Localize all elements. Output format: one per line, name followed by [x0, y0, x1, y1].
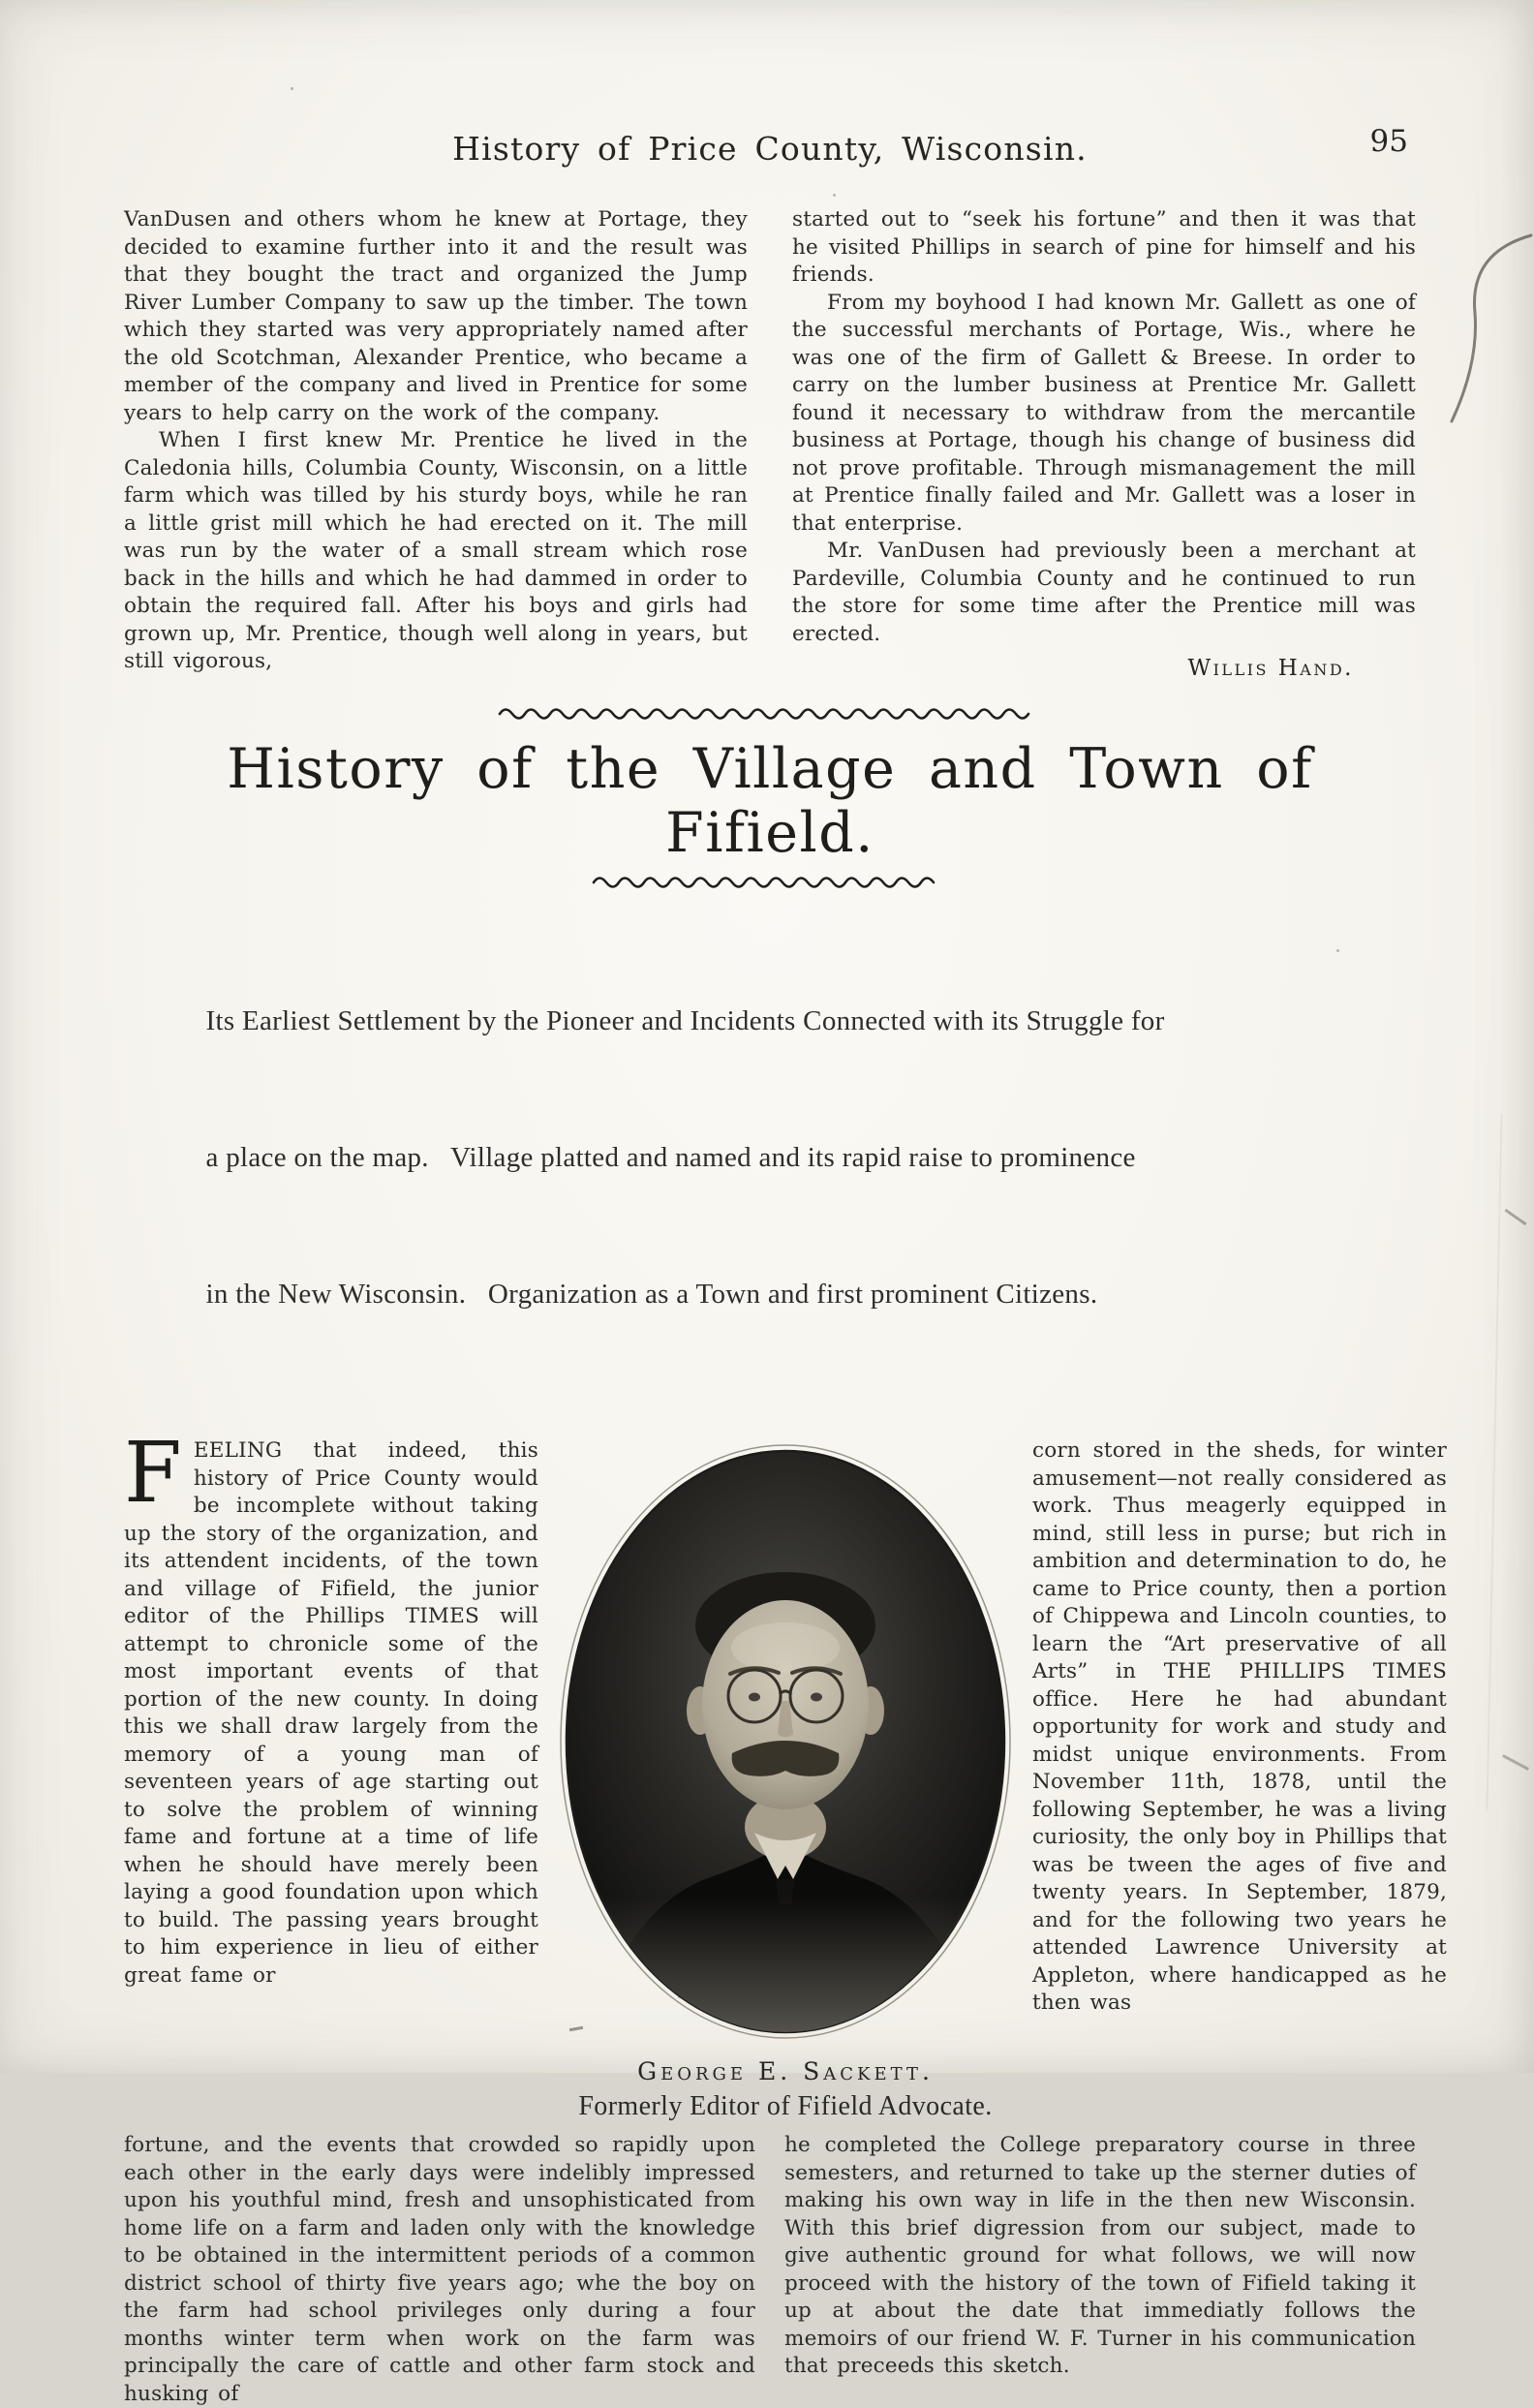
- portrait-caption-role: Formerly Editor of Fifield Advocate.: [578, 2091, 993, 2121]
- main-article-left-column: [124, 1425, 538, 2122]
- paragraph-text: EELING that indeed, this history of Price County would be incomplete without taking up the story of the organization, and its attendent incidents, of the town and village of Fifield, the junior editor of the Phillips TIMES will attempt to chronicle some of the most important events of that portion of the new county. In doing this we shall draw largely from the memory of a young man of seventeen years of age starting out to solve the problem of winning fame and fortune at a time of life when he should have merely been laying a good foundation upon which to build. The passing years brought to him experience in lieu of either great fame or: [124, 1438, 538, 1988]
- paragraph: started out to “seek his fortune” and then it was that he visited Phillips in search of pine for himself and his friends.: [792, 207, 1416, 287]
- portrait-figure: [558, 1437, 1013, 2122]
- main-article: [124, 1425, 1447, 2122]
- section-subtitle: [206, 908, 1335, 1408]
- wavy-divider-small: [124, 875, 1416, 888]
- subtitle-line: in the New Wisconsin. Organization as a Town and first prominent Citizens.: [205, 1279, 1098, 1310]
- portrait-photo: [558, 1441, 1013, 2042]
- page-number: 95: [1369, 124, 1408, 159]
- author-signature: Willis Hand.: [1187, 656, 1354, 681]
- subtitle-line: a place on the map. Village platted and named and its rapid raise to prominence: [205, 1142, 1136, 1173]
- drop-cap: F: [124, 1425, 182, 1522]
- paragraph-with-dropcap: [124, 1425, 538, 1990]
- paragraph: Mr. VanDusen had previously been a merchant at Pardeville, Columbia County and he continued to run the store for some time after the Prentice mill was erected.: [792, 539, 1416, 646]
- paragraph: he completed the College preparatory course in three semesters, and returned to take up the sterner duties of making his own way in life in the then new Wisconsin. With this brief digression from our subject, made to give authentic ground for what follows, we will now proceed with the history of the town of Fifield taking it up at about the date that immediatly follows the memoirs of our friend W. F. Turner in his communication that preceeds this sketch.: [784, 2133, 1416, 2378]
- main-article-right-column: [1032, 1437, 1447, 2122]
- paragraph: corn stored in the sheds, for winter amusement—not really considered as work. Thus meagerly equipped in mind, still less in purse; but rich in ambition and determination to do, he came to Price county, then a portion of Chippewa and Lincoln counties, to learn the “Art preservative of all Arts” in THE PHILLIPS TIMES office. Here he had abundant opportunity for work and study and midst unique environments. From November 11th, 1878, until the following September, he was a living curiosity, the only boy in Phillips that was be tween the ages of five and twenty years. In September, 1879, and for the following two years he attended Lawrence University at Appleton, where handicapped as he then was: [1032, 1438, 1447, 2015]
- section-title: History of the Village and Town of Fifield.: [227, 737, 1313, 865]
- portrait-caption-name: George E. Sackett.: [637, 2057, 934, 2085]
- running-head-title: History of Price County, Wisconsin.: [452, 130, 1088, 168]
- top-article: [124, 206, 1416, 681]
- subtitle-line: Its Earliest Settlement by the Pioneer and Incidents Connected with its Struggle for: [205, 1005, 1165, 1036]
- paragraph: From my boyhood I had known Mr. Gallett as one of the successful merchants of Portage, Wis., where he was one of the firm of Gallett & Breese. In order to carry on the lumber business at Prentice Mr. Gallett found it necessary to withdraw from the mercantile business at Portage, though his change of business did not prove profitable. Through mismanagement the mill at Prentice finally failed and Mr. Gallett was a loser in that enterprise.: [792, 290, 1416, 536]
- paragraph: VanDusen and others whom he knew at Portage, they decided to examine further into it and the result was that they bought the tract and organized the Jump River Lumber Company to saw up the timber. The town which they started was very appropriately named after the old Scotchman, Alexander Prentice, who became a member of the company and lived in Prentice for some years to help carry on the work of the company.: [124, 207, 748, 425]
- main-article-bottom: [124, 2132, 1416, 2408]
- top-article-left-column: [124, 206, 748, 681]
- top-article-right-column: [792, 206, 1416, 681]
- wavy-divider: [124, 706, 1416, 720]
- paragraph: When I first knew Mr. Prentice he lived in the Caledonia hills, Columbia County, Wisconsin, on a little farm which was tilled by his sturdy boys, while he ran a little grist mill which he had erected on it. The mill was run by the water of a small stream which rose back in the hills and which he had dammed in order to obtain the required fall. After his boys and girls had grown up, Mr. Prentice, though well along in years, but still vigorous,: [124, 428, 748, 673]
- paragraph: fortune, and the events that crowded so rapidly upon each other in the early days were indelibly impressed upon his youthful mind, fresh and unsophisticated from home life on a farm and laden only with the knowledge to be obtained in the intermittent periods of a common district school of thirty five years ago; whe the boy on the farm had school privileges only during a four months winter term when work on the farm was principally the care of cattle and other farm stock and husking of: [124, 2133, 755, 2406]
